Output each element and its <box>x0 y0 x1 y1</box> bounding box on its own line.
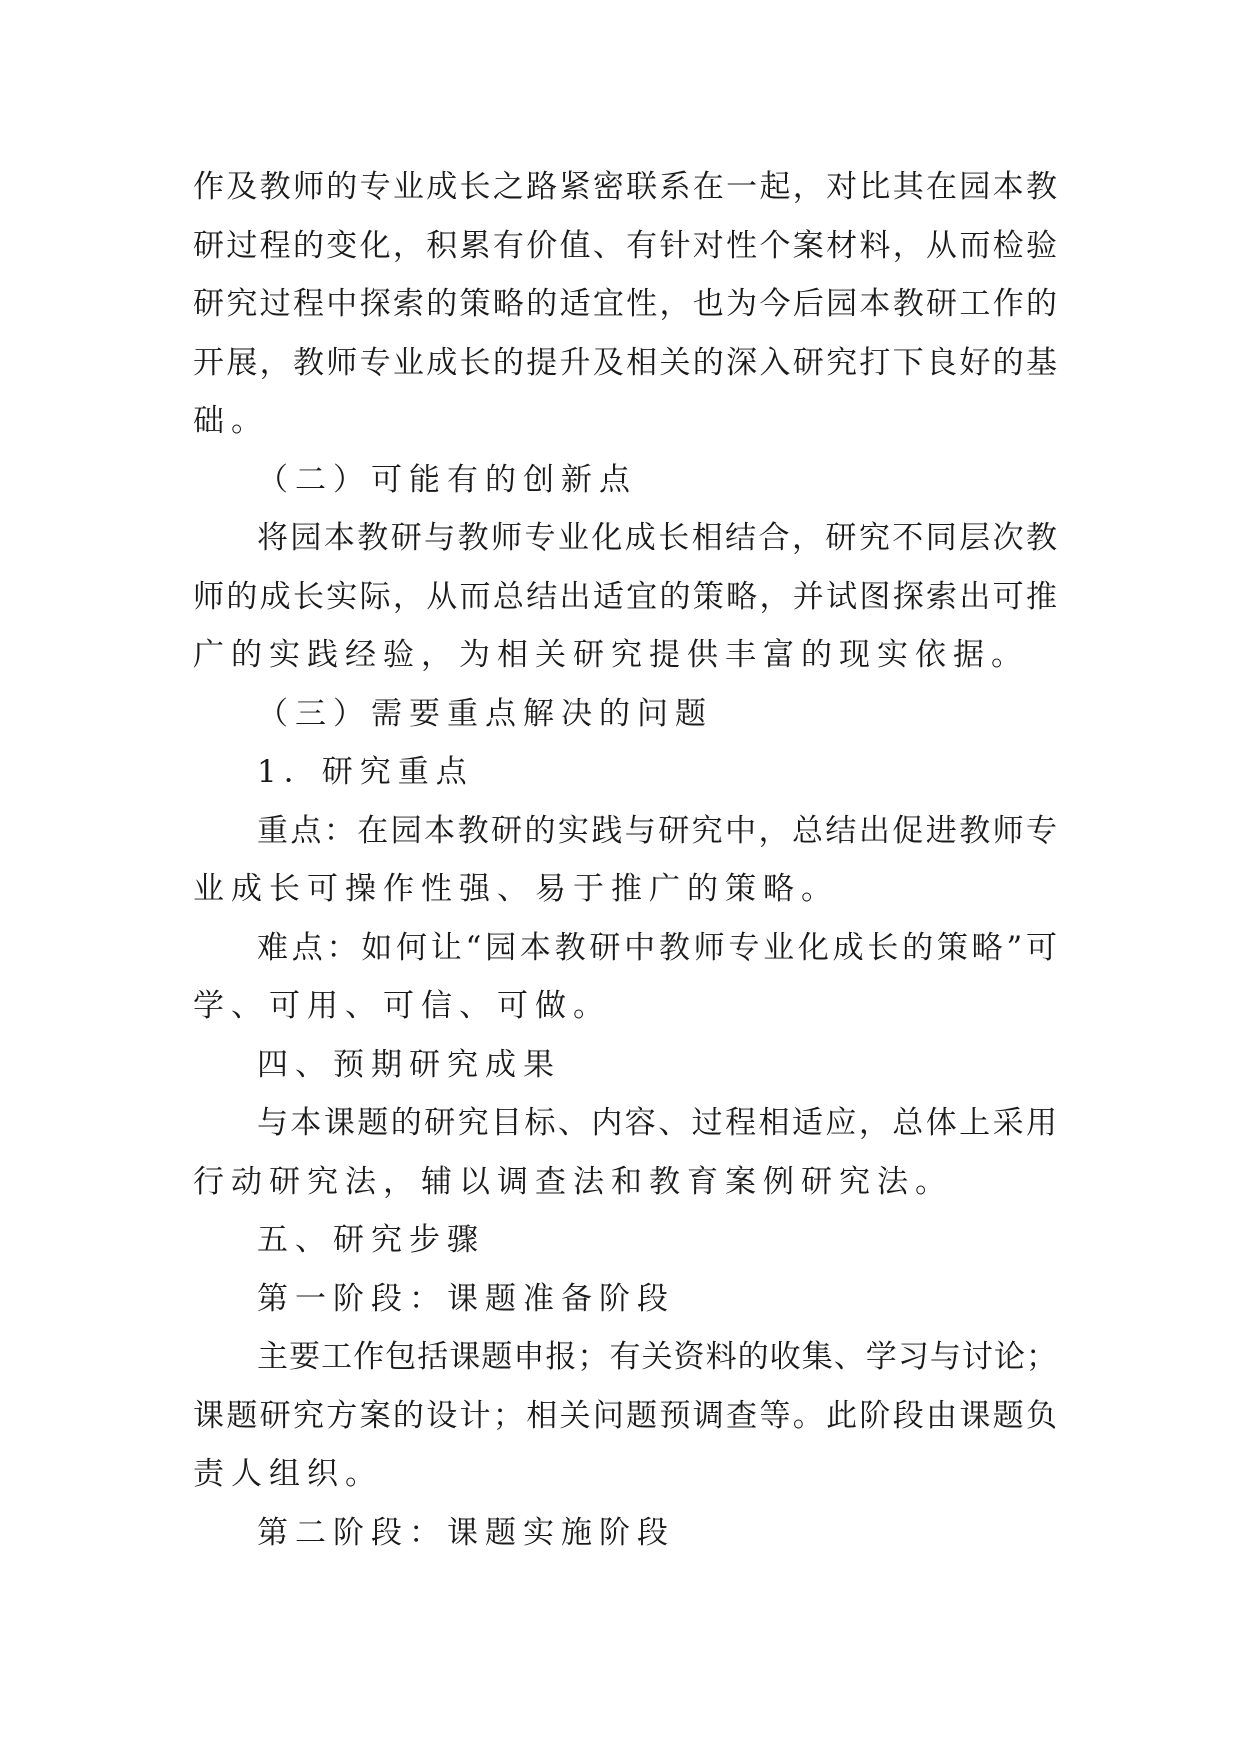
section-heading: 四、预期研究成果 <box>257 1046 561 1083</box>
text-line: 广的实践经验，为相关研究提供丰富的现实依据。 <box>193 637 1029 673</box>
text-line: 主要工作包括课题申报；有关资料的收集、学习与讨论； <box>257 1339 1057 1375</box>
section-heading: （二）可能有的创新点 <box>257 461 637 498</box>
text-line: 责人组织。 <box>193 1456 383 1492</box>
text-line: 研究过程中探索的策略的适宜性，也为今后园本教研工作的 <box>193 286 1057 322</box>
text-line: 与本课题的研究目标、内容、过程相适应，总体上采用 <box>257 1105 1057 1141</box>
text-line: 师的成长实际，从而总结出适宜的策略，并试图探索出可推 <box>193 578 1057 615</box>
text-line: 作及教师的专业成长之路紧密联系在一起，对比其在园本教 <box>193 169 1057 205</box>
subsection-heading: 1．研究重点 <box>257 754 474 790</box>
text-line: 课题研究方案的设计；相关问题预调查等。此阶段由课题负 <box>193 1397 1057 1434</box>
text-line: 业成长可操作性强、易于推广的策略。 <box>193 871 839 907</box>
text-line: 重点：在园本教研的实践与研究中，总结出促进教师专 <box>257 812 1057 849</box>
subsection-heading: 第一阶段：课题准备阶段 <box>257 1280 675 1317</box>
text-line: 研过程的变化，积累有价值、有针对性个案材料，从而检验 <box>193 227 1057 264</box>
text-line: 将园本教研与教师专业化成长相结合，研究不同层次教 <box>257 520 1057 556</box>
text-line: 行动研究法，辅以调查法和教育案例研究法。 <box>193 1163 953 1200</box>
document-page <box>193 158 1057 1562</box>
subsection-heading: 第二阶段：课题实施阶段 <box>257 1514 675 1551</box>
text-line: 学、可用、可信、可做。 <box>193 988 611 1024</box>
text-line: 础。 <box>193 403 269 439</box>
section-heading: 五、研究步骤 <box>257 1222 485 1258</box>
text-line: 难点：如何让“园本教研中教师专业化成长的策略”可 <box>257 929 1057 966</box>
section-heading: （三）需要重点解决的问题 <box>257 695 713 732</box>
text-line: 开展，教师专业成长的提升及相关的深入研究打下良好的基 <box>193 344 1057 381</box>
